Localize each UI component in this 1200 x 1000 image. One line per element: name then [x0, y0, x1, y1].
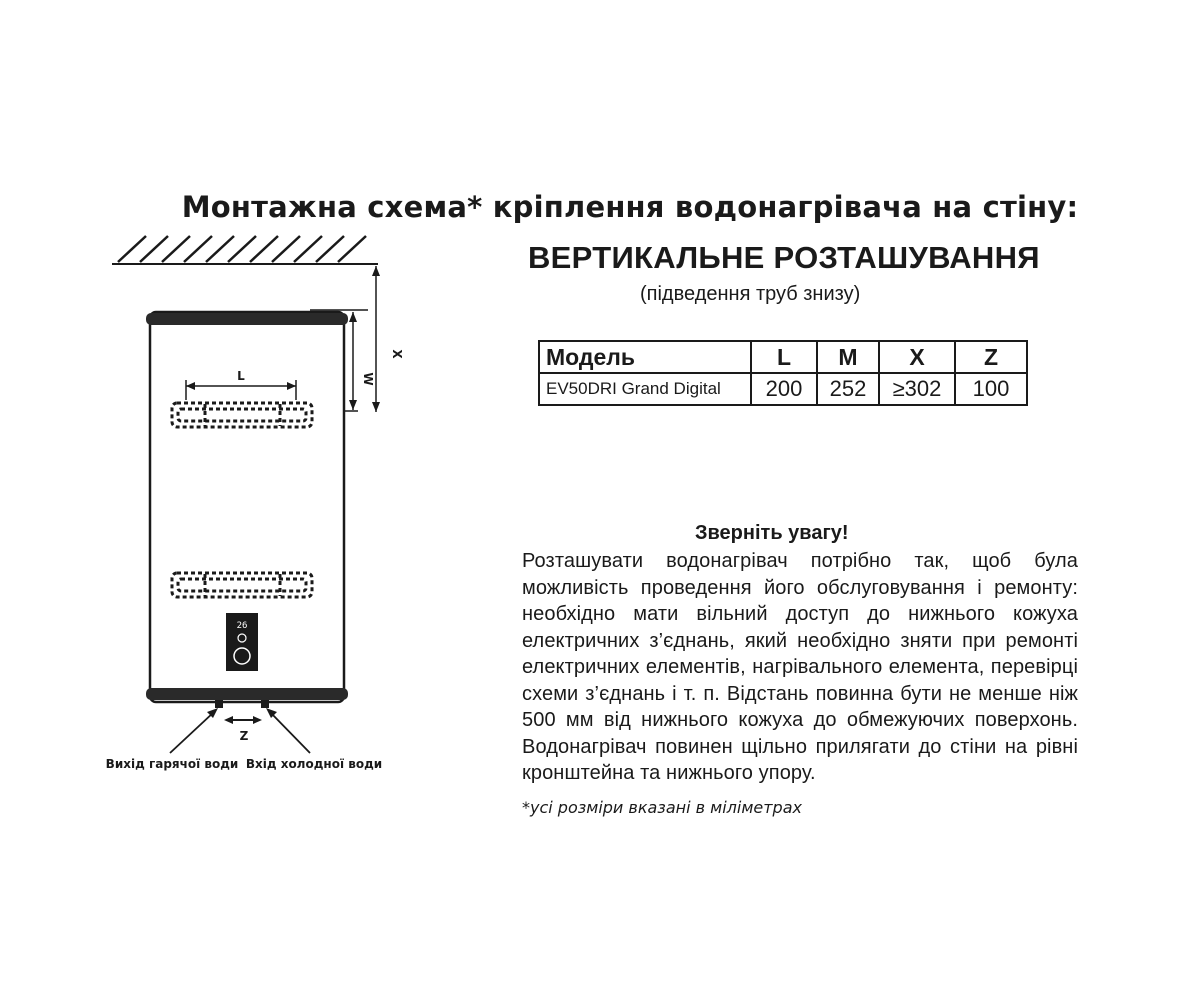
notice-body: Розташувати водонагрівач потрібно так, щоб була можливість проведення його обслуговування і ремонту: необхідно мати вільний доступ до нижнього кожуха електричних з’єднань, який необхідно зняти при ремонті електричних елементів, нагрівального елемента, перевірці схеми з’єднань і т. п. Відстань повинна бути не менше ніж 500 мм від нижнього кожуха до обмежуючих поверхонь. Водонагрівач повинен щільно прилягати до стіни на рівні кронштейна та нижнього упору. [522, 550, 1078, 784]
cell-z: 100 [955, 373, 1027, 405]
notice-heading: Зверніть увагу! [695, 522, 849, 544]
display-readout: 26 [236, 621, 248, 631]
cold-water-label: Вхід холодної води [245, 757, 383, 771]
cell-model: EV50DRI Grand Digital [539, 373, 751, 405]
hot-water-arrow [170, 708, 218, 753]
footnote: *усі розміри вказані в міліметрах [522, 798, 802, 817]
dimension-z [224, 716, 262, 724]
orientation-title: ВЕРТИКАЛЬНЕ РОЗТАШУВАННЯ [528, 240, 1040, 275]
col-m: M [817, 341, 879, 373]
col-l: L [751, 341, 817, 373]
table-row [539, 373, 1027, 405]
cell-m: 252 [817, 373, 879, 405]
col-x: X [879, 341, 955, 373]
col-model: Модель [539, 341, 751, 373]
ceiling-hatch [112, 236, 378, 264]
page-title: Монтажна схема* кріплення водонагрівача на стіну: [181, 190, 1079, 224]
dimension-x [372, 266, 380, 412]
dim-w-label: W [361, 372, 375, 386]
table-header-row [539, 341, 1027, 373]
cell-x: ≥302 [879, 373, 955, 405]
cell-l: 200 [751, 373, 817, 405]
cold-water-arrow [266, 708, 310, 753]
hot-water-label: Вихід гарячої води [105, 757, 239, 771]
col-z: Z [955, 341, 1027, 373]
dim-x-label: X [390, 349, 404, 359]
control-panel [226, 613, 258, 671]
dimensions-table [538, 340, 1028, 406]
pipe-connection-note: (підведення труб знизу) [640, 283, 861, 305]
dim-l-label: L [237, 369, 245, 383]
dim-z-label: Z [239, 729, 249, 743]
